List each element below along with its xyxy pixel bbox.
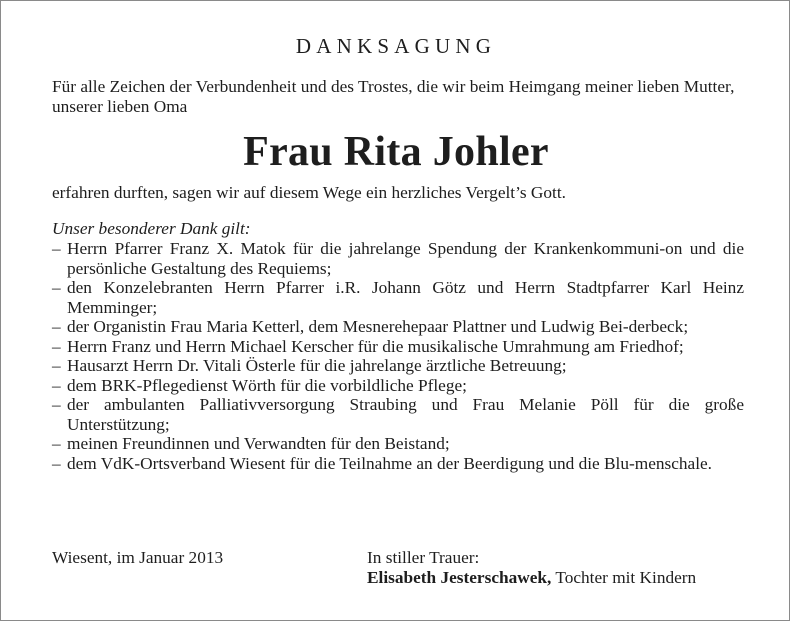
signer-name: Elisabeth Jesterschawek,: [367, 567, 552, 587]
bullet-dash: –: [52, 317, 61, 336]
list-item-text: der ambulanten Palliativversorgung Straubing und Frau Melanie Pöll für die große Unterstützung;: [67, 395, 744, 434]
thanks-list: [52, 239, 744, 473]
list-item: [52, 356, 744, 376]
list-item-text: Herrn Franz und Herrn Michael Kerscher für die musikalische Umrahmung am Friedhof;: [67, 336, 684, 356]
bullet-dash: –: [52, 395, 61, 414]
mourning-block: [367, 548, 747, 587]
signature-line: [367, 568, 747, 588]
bullet-dash: –: [52, 336, 61, 356]
list-item-text: den Konzelebranten Herrn Pfarrer i.R. Johann Götz und Herrn Stadtpfarrer Karl Heinz Memminger;: [67, 278, 744, 317]
bullet-dash: –: [52, 278, 61, 297]
thanks-title: Unser besonderer Dank gilt:: [52, 219, 251, 238]
intro-text: Für alle Zeichen der Verbundenheit und des Trostes, die wir beim Heimgang meiner lieben Mutter, unserer lieben Oma: [52, 77, 735, 116]
list-item: [52, 376, 744, 396]
notice-heading: DANKSAGUNG: [295, 34, 497, 58]
mourning-label: In stiller Trauer:: [367, 548, 480, 567]
list-item-text: der Organistin Frau Maria Ketterl, dem Mesnerehepaar Plattner und Ludwig Bei-derbeck;: [67, 317, 689, 336]
bullet-dash: –: [52, 239, 61, 258]
list-item: [52, 337, 744, 357]
list-item: [52, 317, 744, 337]
list-item-text: Hausarzt Herrn Dr. Vitali Österle für die jahrelange ärztliche Betreuung;: [67, 356, 567, 375]
list-item: [52, 278, 744, 317]
list-item: [52, 454, 744, 474]
list-item-text: dem VdK-Ortsverband Wiesent für die Teilnahme an der Beerdigung und die Blu-menschale.: [67, 453, 712, 473]
bullet-dash: –: [52, 375, 61, 395]
list-item-text: Herrn Pfarrer Franz X. Matok für die jahrelange Spendung der Krankenkommuni-on und die persönliche Gestaltung des Requiems;: [67, 239, 744, 278]
bullet-dash: –: [52, 434, 61, 453]
list-item-text: meinen Freundinnen und Verwandten für den Beistand;: [67, 434, 450, 453]
deceased-name: Frau Rita Johler: [243, 129, 549, 175]
list-item: [52, 239, 744, 278]
list-item-text: dem BRK-Pflegedienst Wörth für die vorbildliche Pflege;: [67, 375, 467, 395]
gratitude-text: erfahren durften, sagen wir auf diesem Wege ein herzliches Vergelt’s Gott.: [52, 183, 566, 202]
signer-relation: Tochter mit Kindern: [555, 567, 697, 587]
list-item: [52, 434, 744, 454]
list-item: [52, 395, 744, 434]
bullet-dash: –: [52, 453, 61, 473]
place-date: Wiesent, im Januar 2013: [52, 548, 224, 567]
bullet-dash: –: [52, 356, 61, 375]
